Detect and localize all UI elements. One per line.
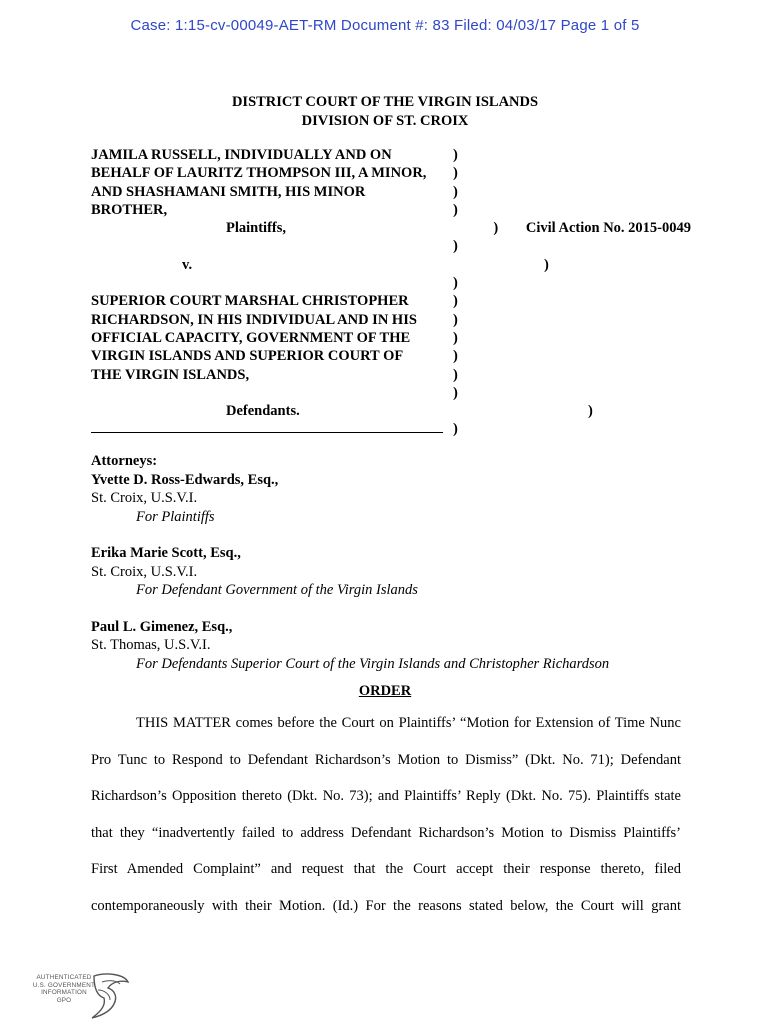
defendant-line: OFFICIAL CAPACITY, GOVERNMENT OF THE [91,329,411,346]
order-body [91,714,681,934]
body-line [91,787,681,824]
caption-paren: ) [453,293,458,310]
body-line [91,860,681,897]
gpo-seal-line: GPO [56,996,72,1004]
caption-row [91,311,691,329]
caption-paren: ) [453,238,458,255]
body-line [91,897,681,934]
caption-row [91,183,691,201]
court-heading [0,93,770,131]
caption-paren: ) [453,348,458,365]
caption-row [91,237,691,255]
gpo-seal-line: AUTHENTICATED [36,974,92,981]
defendant-line: THE VIRGIN ISLANDS, [91,366,250,383]
caption-row [91,201,691,219]
plaintiff-line: BROTHER, [91,201,168,218]
attorneys-section [91,452,711,691]
defendant-line: VIRGIN ISLANDS AND SUPERIOR COURT OF [91,348,404,365]
caption-paren: ) [453,329,458,346]
caption-paren: ) [453,384,458,401]
caption-rule [91,420,443,433]
caption-paren: ) [544,256,549,273]
caption-row [91,219,691,237]
attorney-name: Erika Marie Scott, Esq., [91,545,241,561]
defendant-line: SUPERIOR COURT MARSHAL CHRISTOPHER [91,293,409,310]
attorney-location: St. Thomas, U.S.V.I. [91,637,211,653]
attorney-name: Yvette D. Ross-Edwards, Esq., [91,471,279,488]
body-line-text: First Amended Complaint” and request that the Court accept their response thereto, filed [91,861,681,878]
caption-paren: ) [453,165,458,182]
caption-blank [91,237,453,255]
caption-paren: ) [453,275,458,292]
caption-paren: ) [453,201,458,218]
case-caption [91,146,691,439]
order-title: ORDER [358,683,412,699]
body-line-text: that they “inadvertently failed to address Defendant Richardson’s Motion to Dismiss Plaintiffs’ [91,824,681,841]
caption-paren: ) [453,147,458,163]
gpo-seal-line: INFORMATION [41,989,87,997]
body-line [91,751,681,788]
plaintiff-line: BEHALF OF LAURITZ THOMPSON III, A MINOR, [91,165,427,182]
attorney-entry [91,618,711,674]
caption-paren: ) [453,183,458,200]
plaintiffs-label: Plaintiffs, [226,220,287,237]
caption-row [91,274,691,292]
body-line-text: THIS MATTER comes before the Court on Plaintiffs’ “Motion for Extension of Time Nunc [136,715,681,731]
caption-blank [91,384,453,402]
body-line-text: contemporaneously with their Motion. (Id.) For the reasons stated below, the Court will grant [91,897,681,914]
plaintiff-line: JAMILA RUSSELL, INDIVIDUALLY AND ON [91,147,392,163]
body-line-text: Pro Tunc to Respond to Defendant Richardson’s Motion to Dismiss” (Dkt. No. 71); Defendant [91,751,681,768]
caption-paren: ) [453,421,458,438]
attorney-location: St. Croix, U.S.V.I. [91,563,198,580]
gpo-seal-line: U.S. GOVERNMENT [32,981,96,989]
attorney-location: St. Croix, U.S.V.I. [91,490,198,506]
attorney-role: For Defendant Government of the Virgin Islands [136,582,418,598]
court-division: DIVISION OF ST. CROIX [301,113,469,129]
body-line [91,714,681,751]
caption-blank [91,274,453,292]
caption-row [91,366,691,384]
caption-row [91,347,691,365]
civil-action-number: Civil Action No. 2015-0049 [525,220,691,237]
attorney-entry [91,544,711,600]
attorney-role: For Plaintiffs [136,508,215,525]
caption-row [91,292,691,310]
court-name: DISTRICT COURT OF THE VIRGIN ISLANDS [231,94,539,110]
caption-rule-cell [91,420,453,438]
defendants-label: Defendants. [226,403,300,420]
caption-paren: ) [453,311,458,328]
attorney-role: For Defendants Superior Court of the Virgin Islands and Christopher Richardson [136,655,610,672]
caption-paren: ) [588,403,593,420]
defendant-line: RICHARDSON, IN HIS INDIVIDUAL AND IN HIS [91,311,417,328]
body-line [91,824,681,861]
body-line-text: Richardson’s Opposition thereto (Dkt. No. 73); and Plaintiffs’ Reply (Dkt. No. 75). Plaintiffs state [91,788,681,805]
caption-row [91,329,691,347]
case-header: Case: 1:15-cv-00049-AET-RM Document #: 83 Filed: 04/03/17 Page 1 of 5 [130,17,640,34]
attorney-entry [91,471,711,527]
caption-row [91,384,691,402]
plaintiff-line: AND SHASHAMANI SMITH, HIS MINOR [91,183,366,200]
eagle-icon [84,970,132,1020]
versus-label: v. [182,256,193,273]
attorneys-label: Attorneys: [91,453,158,469]
caption-paren: ) [493,220,499,237]
caption-paren: ) [453,366,458,383]
caption-row [91,164,691,182]
caption-row [91,420,691,438]
caption-row [91,402,691,420]
caption-row [91,256,691,274]
gpo-authentication-seal [24,970,134,1020]
attorney-name: Paul L. Gimenez, Esq., [91,618,233,635]
caption-row [91,146,691,164]
